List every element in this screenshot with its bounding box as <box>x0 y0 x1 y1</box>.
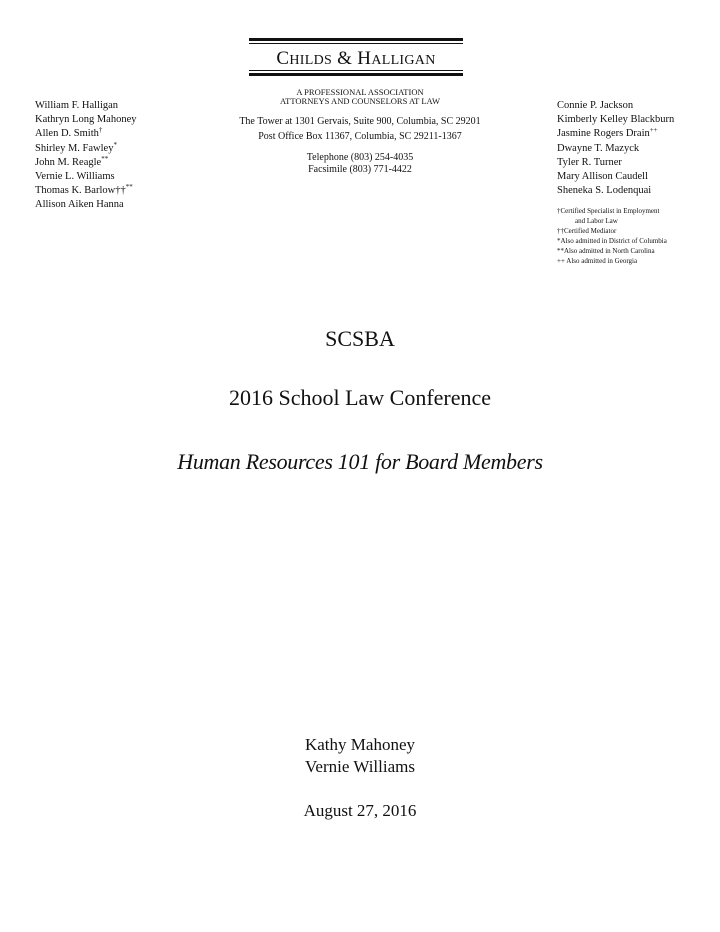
attorney-name: Allison Aiken Hanna <box>35 199 124 211</box>
logo-rule-top-thin <box>249 43 463 44</box>
attorney-name: Mary Allison Caudell <box>557 171 648 183</box>
firm-name-logo: CHILDS & HALLIGAN <box>276 48 436 69</box>
presenter-name: Vernie Williams <box>305 757 415 776</box>
attorney-name: Shirley M. Fawley* <box>35 140 117 154</box>
logo-rule-bottom-thin <box>249 70 463 71</box>
admission-notes <box>557 207 667 266</box>
logo-rule-top-thick <box>249 38 463 41</box>
attorney-name: Connie P. Jackson <box>557 100 634 111</box>
association-line-1: A PROFESSIONAL ASSOCIATION <box>296 87 424 97</box>
attorney-list-left <box>35 99 136 213</box>
presenter-name: Kathy Mahoney <box>304 735 415 754</box>
attorney-name: Tyler R. Turner <box>557 156 622 168</box>
note-line: ++ Also admitted in Georgia <box>557 256 638 265</box>
attorney-name: Kimberly Kelley Blackburn <box>557 114 675 126</box>
attorney-list-right <box>557 99 674 198</box>
address-line-1: The Tower at 1301 Gervais, Suite 900, Columbia, SC 29201 <box>239 116 481 127</box>
attorney-name: Sheneka S. Lodenquai <box>557 185 652 197</box>
note-line: †Certified Specialist in Employment <box>557 207 660 215</box>
attorney-name: Kathryn Long Mahoney <box>35 114 137 126</box>
note-line: ††Certified Mediator <box>557 226 617 235</box>
attorney-name: Vernie L. Williams <box>35 171 115 183</box>
association-line-2: ATTORNEYS AND COUNSELORS AT LAW <box>279 96 441 106</box>
telephone: Telephone (803) 254-4035 <box>306 152 414 163</box>
session-topic: Human Resources 101 for Board Members <box>177 449 543 474</box>
note-line: *Also admitted in District of Columbia <box>557 236 667 245</box>
firm-contact <box>210 152 510 176</box>
logo-rule-bottom-thick <box>249 73 463 76</box>
address-line-2: Post Office Box 11367, Columbia, SC 29211-1367 <box>258 131 462 142</box>
firm-address <box>210 114 510 144</box>
attorney-name: Dwayne T. Mazyck <box>557 142 640 154</box>
association-label <box>210 88 510 106</box>
attorney-name: Allen D. Smith† <box>35 126 103 140</box>
attorney-name: William F. Halligan <box>35 100 119 111</box>
attorney-name: John M. Reagle** <box>35 154 109 168</box>
presentation-date: August 27, 2016 <box>303 801 417 820</box>
organization-title: SCSBA <box>325 326 395 351</box>
facsimile: Facsimile (803) 771-4422 <box>308 164 412 175</box>
attorney-name: Jasmine Rogers Drain++ <box>557 126 658 140</box>
attorney-name: Thomas K. Barlow††** <box>35 183 133 197</box>
conference-title: 2016 School Law Conference <box>228 385 492 410</box>
note-line: and Labor Law <box>575 216 618 225</box>
note-line: **Also admitted in North Carolina <box>557 246 655 255</box>
